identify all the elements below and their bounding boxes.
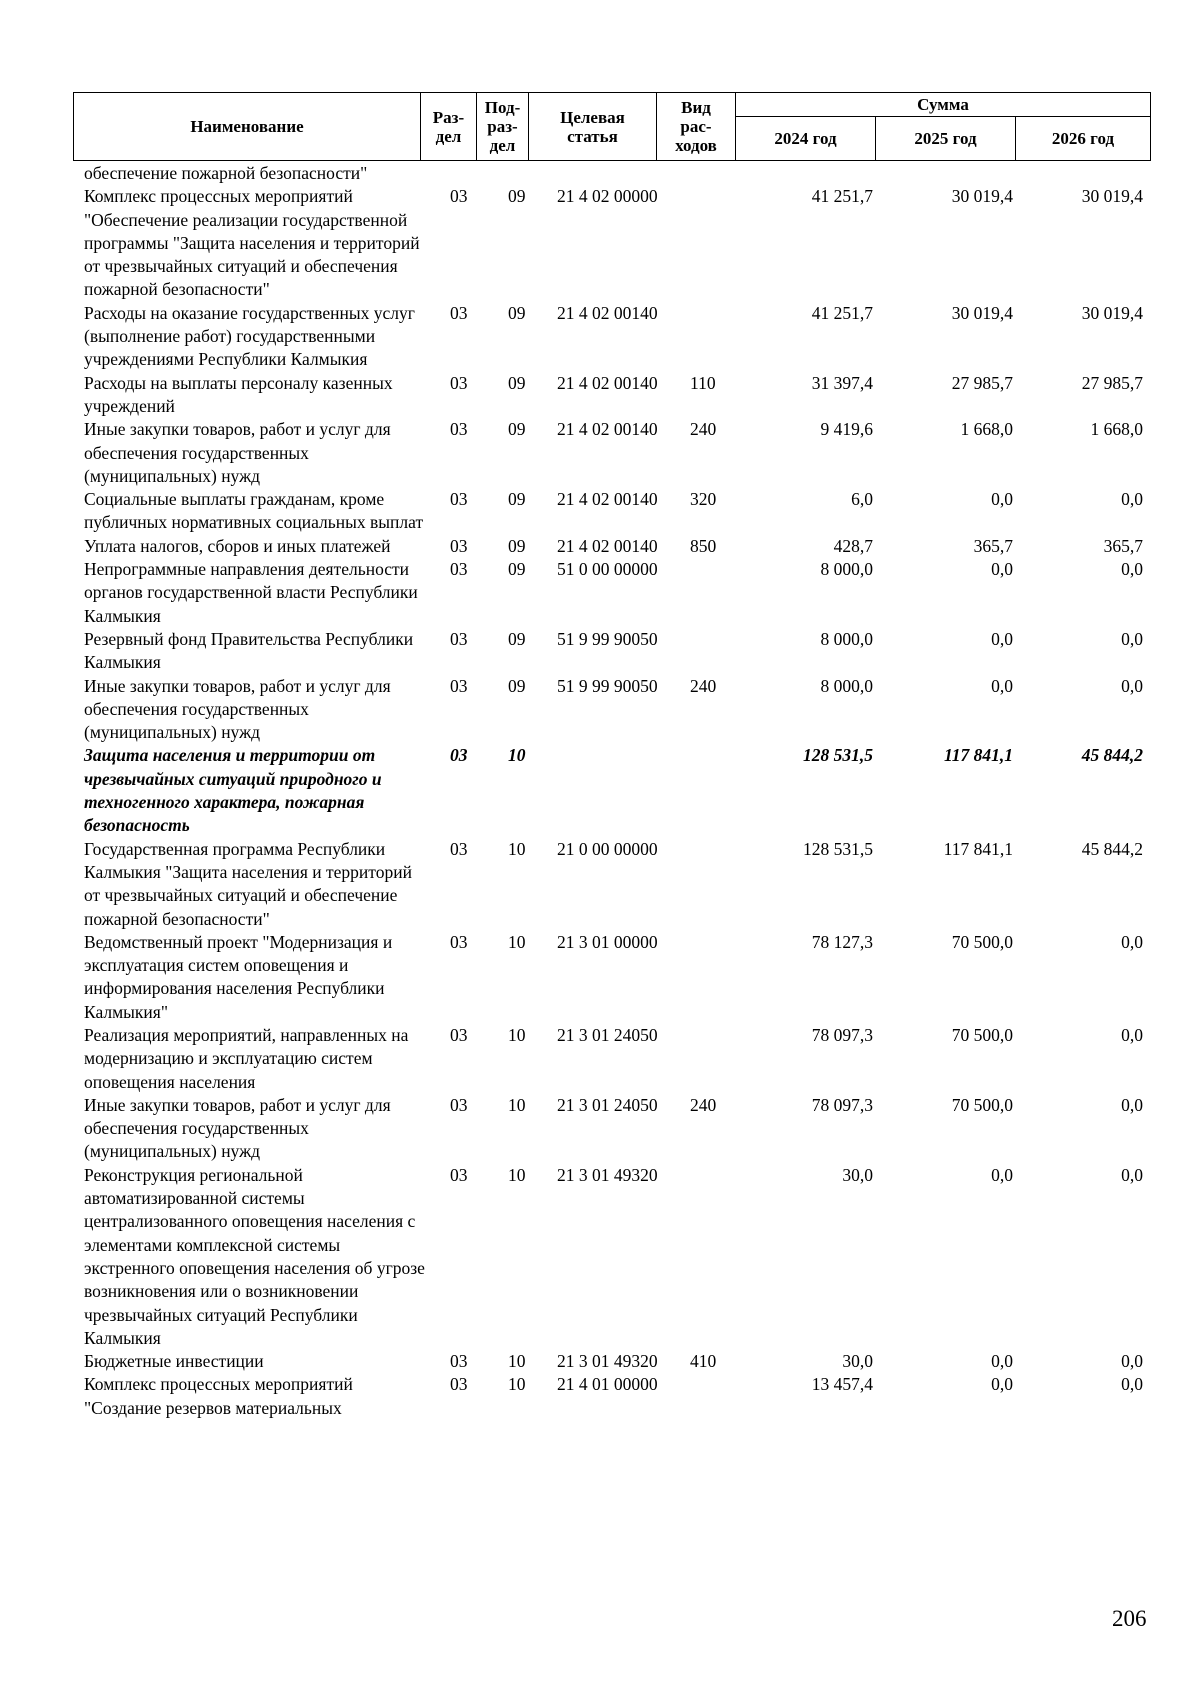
table-row xyxy=(84,1373,1148,1420)
cell-podrazdel: 10 xyxy=(508,745,526,766)
cell-razdel: 03 xyxy=(450,302,468,323)
cell-podrazdel: 09 xyxy=(508,186,526,207)
cell-name: Расходы на выплаты персоналу казенных учреждений xyxy=(84,372,393,416)
cell-y2025: 0,0 xyxy=(991,1164,1013,1185)
cell-name: обеспечение пожарной безопасности" xyxy=(84,163,368,183)
cell-y2024: 13 457,4 xyxy=(811,1374,873,1395)
table-row xyxy=(84,162,1148,185)
cell-podrazdel: 10 xyxy=(508,1351,526,1372)
cell-podrazdel: 10 xyxy=(508,838,526,859)
cell-vid: 240 xyxy=(690,675,717,696)
cell-y2025: 30 019,4 xyxy=(951,186,1013,207)
cell-celevaya: 21 4 02 00140 xyxy=(557,372,658,393)
table-body xyxy=(84,162,1148,1420)
cell-y2024: 78 127,3 xyxy=(811,931,873,952)
table-row xyxy=(84,744,1148,837)
cell-celevaya: 21 4 02 00140 xyxy=(557,535,658,556)
cell-y2026: 0,0 xyxy=(1121,1351,1143,1372)
cell-podrazdel: 09 xyxy=(508,489,526,510)
cell-celevaya: 21 4 02 00140 xyxy=(557,302,658,323)
cell-razdel: 03 xyxy=(450,745,468,766)
cell-y2026: 0,0 xyxy=(1121,1094,1143,1115)
cell-y2024: 6,0 xyxy=(851,489,873,510)
table-row xyxy=(84,1164,1148,1350)
cell-y2025: 30 019,4 xyxy=(951,302,1013,323)
cell-y2025: 0,0 xyxy=(991,1351,1013,1372)
cell-y2026: 0,0 xyxy=(1121,489,1143,510)
cell-razdel: 03 xyxy=(450,1351,468,1372)
cell-vid: 320 xyxy=(690,489,717,510)
page-number: 206 xyxy=(1112,1606,1147,1631)
cell-podrazdel: 09 xyxy=(508,419,526,440)
table-row xyxy=(84,488,1148,535)
cell-y2026: 30 019,4 xyxy=(1081,186,1143,207)
cell-y2026: 30 019,4 xyxy=(1081,302,1143,323)
cell-vid: 110 xyxy=(690,372,716,393)
cell-podrazdel: 09 xyxy=(508,559,526,580)
cell-razdel: 03 xyxy=(450,1024,468,1045)
cell-name: Защита населения и территории от чрезвычайных ситуаций природного и техногенного характера, пожарная безопасность xyxy=(84,745,382,836)
cell-y2025: 0,0 xyxy=(991,628,1013,649)
cell-podrazdel: 10 xyxy=(508,1164,526,1185)
cell-celevaya: 21 3 01 00000 xyxy=(557,931,658,952)
cell-y2025: 70 500,0 xyxy=(951,1094,1013,1115)
table-row xyxy=(84,372,1148,419)
table-header xyxy=(73,92,1151,161)
cell-y2025: 117 841,1 xyxy=(943,745,1013,766)
cell-name: Резервный фонд Правительства Республики Калмыкия xyxy=(84,628,414,673)
cell-celevaya: 51 9 99 90050 xyxy=(557,628,658,649)
cell-y2026: 45 844,2 xyxy=(1081,745,1143,766)
cell-podrazdel: 09 xyxy=(508,302,526,323)
cell-y2026: 0,0 xyxy=(1121,931,1143,952)
cell-y2026: 27 985,7 xyxy=(1081,372,1143,393)
cell-y2024: 8 000,0 xyxy=(820,628,873,649)
cell-vid: 240 xyxy=(690,419,717,440)
table-row xyxy=(84,302,1148,372)
table-row xyxy=(84,675,1148,745)
table-row xyxy=(84,1350,1148,1373)
cell-name: Реконструкция региональной автоматизированной системы централизованного оповещения населения с элементами комплексной системы экстренного оповещения населения об угрозе возникновения или о возникновении чрезвычайных ситуаций Республики Калмыкия xyxy=(84,1164,425,1348)
table-row xyxy=(84,185,1148,301)
cell-celevaya: 21 3 01 24050 xyxy=(557,1024,658,1045)
cell-name: Иные закупки товаров, работ и услуг для обеспечения государственных (муниципальных) нужд xyxy=(84,419,391,486)
cell-y2025: 365,7 xyxy=(973,535,1013,556)
cell-y2026: 0,0 xyxy=(1121,1024,1143,1045)
cell-y2024: 8 000,0 xyxy=(820,675,873,696)
cell-podrazdel: 10 xyxy=(508,931,526,952)
cell-y2024: 30,0 xyxy=(842,1164,873,1185)
cell-podrazdel: 09 xyxy=(508,675,526,696)
cell-razdel: 03 xyxy=(450,489,468,510)
cell-razdel: 03 xyxy=(450,675,468,696)
cell-name: Непрограммные направления деятельности органов государственной власти Республики Калмыкия xyxy=(84,559,418,626)
cell-razdel: 03 xyxy=(450,1094,468,1115)
cell-razdel: 03 xyxy=(450,419,468,440)
cell-celevaya: 21 4 02 00140 xyxy=(557,489,658,510)
cell-celevaya: 21 4 02 00140 xyxy=(557,419,658,440)
cell-name: Иные закупки товаров, работ и услуг для обеспечения государственных (муниципальных) нужд xyxy=(84,1094,391,1162)
cell-razdel: 03 xyxy=(450,186,468,207)
cell-y2026: 0,0 xyxy=(1121,628,1143,649)
cell-y2026: 365,7 xyxy=(1103,535,1143,556)
cell-celevaya: 21 0 00 00000 xyxy=(557,838,658,859)
table-row xyxy=(84,558,1148,628)
cell-name: Комплекс процессных мероприятий "Создание резервов материальных xyxy=(84,1374,353,1418)
cell-y2026: 0,0 xyxy=(1121,675,1143,696)
cell-y2024: 41 251,7 xyxy=(811,302,873,323)
cell-name: Социальные выплаты гражданам, кроме публичных нормативных социальных выплат xyxy=(84,489,424,533)
table-row xyxy=(84,838,1148,931)
cell-podrazdel: 10 xyxy=(508,1094,526,1115)
cell-y2024: 78 097,3 xyxy=(811,1094,873,1115)
cell-y2025: 0,0 xyxy=(991,1374,1013,1395)
cell-y2024: 8 000,0 xyxy=(820,559,873,580)
cell-y2025: 0,0 xyxy=(991,675,1013,696)
cell-y2024: 30,0 xyxy=(842,1351,873,1372)
cell-celevaya: 51 0 00 00000 xyxy=(557,559,658,580)
cell-y2024: 41 251,7 xyxy=(811,186,873,207)
cell-name: Бюджетные инвестиции xyxy=(84,1351,264,1372)
table-row xyxy=(84,628,1148,675)
cell-y2026: 45 844,2 xyxy=(1081,838,1143,859)
cell-y2025: 70 500,0 xyxy=(951,1024,1013,1045)
header-2025: 2025 год xyxy=(876,117,1016,161)
table-row xyxy=(84,535,1148,558)
cell-y2026: 0,0 xyxy=(1121,1374,1143,1395)
cell-celevaya: 51 9 99 90050 xyxy=(557,675,658,696)
cell-razdel: 03 xyxy=(450,535,468,556)
header-vid: Вид рас- ходов xyxy=(657,93,736,160)
cell-y2025: 117 841,1 xyxy=(943,838,1013,859)
cell-y2026: 0,0 xyxy=(1121,559,1143,580)
cell-razdel: 03 xyxy=(450,1374,468,1395)
cell-y2024: 128 531,5 xyxy=(803,745,873,766)
cell-name: Государственная программа Республики Калмыкия "Защита населения и территорий от чрезвычайных ситуаций и обеспечение пожарной безопасности" xyxy=(84,838,412,929)
cell-name: Уплата налогов, сборов и иных платежей xyxy=(84,535,391,556)
header-razdel: Раз- дел xyxy=(421,93,477,160)
cell-podrazdel: 10 xyxy=(508,1024,526,1045)
cell-y2024: 78 097,3 xyxy=(811,1024,873,1045)
header-2024: 2024 год xyxy=(736,117,876,161)
cell-razdel: 03 xyxy=(450,1164,468,1185)
cell-podrazdel: 09 xyxy=(508,628,526,649)
header-name: Наименование xyxy=(74,93,421,160)
cell-razdel: 03 xyxy=(450,372,468,393)
cell-razdel: 03 xyxy=(450,559,468,580)
cell-celevaya: 21 3 01 49320 xyxy=(557,1351,658,1372)
cell-y2024: 128 531,5 xyxy=(803,838,873,859)
cell-y2024: 9 419,6 xyxy=(820,419,873,440)
cell-y2026: 1 668,0 xyxy=(1090,419,1143,440)
cell-celevaya: 21 4 01 00000 xyxy=(557,1374,658,1395)
cell-y2025: 0,0 xyxy=(991,489,1013,510)
cell-name: Комплекс процессных мероприятий "Обеспечение реализации государственной программы "Защита населения и территорий от чрезвычайных ситуаций и обеспечения пожарной безопасности" xyxy=(84,186,420,300)
cell-razdel: 03 xyxy=(450,931,468,952)
cell-name: Расходы на оказание государственных услуг (выполнение работ) государственными учреждениями Республики Калмыкия xyxy=(84,302,415,370)
cell-podrazdel: 10 xyxy=(508,1374,526,1395)
cell-name: Иные закупки товаров, работ и услуг для обеспечения государственных (муниципальных) нужд xyxy=(84,675,391,743)
header-celevaya: Целевая статья xyxy=(529,93,657,160)
cell-podrazdel: 09 xyxy=(508,372,526,393)
cell-celevaya: 21 3 01 24050 xyxy=(557,1094,658,1115)
cell-y2025: 70 500,0 xyxy=(951,931,1013,952)
header-podrazdel: Под- раз- дел xyxy=(477,93,529,160)
cell-y2024: 31 397,4 xyxy=(811,372,873,393)
cell-y2024: 428,7 xyxy=(833,535,873,556)
cell-razdel: 03 xyxy=(450,628,468,649)
header-2026: 2026 год xyxy=(1051,129,1115,148)
table-row xyxy=(84,931,1148,1024)
table-row xyxy=(84,1094,1148,1164)
cell-y2025: 27 985,7 xyxy=(951,372,1013,393)
cell-vid: 410 xyxy=(690,1351,717,1372)
cell-y2025: 0,0 xyxy=(991,559,1013,580)
cell-vid: 850 xyxy=(690,535,717,556)
cell-celevaya: 21 4 02 00000 xyxy=(557,186,658,207)
cell-razdel: 03 xyxy=(450,838,468,859)
cell-name: Реализация мероприятий, направленных на модернизацию и эксплуатацию систем оповещения населения xyxy=(84,1024,409,1092)
cell-y2026: 0,0 xyxy=(1121,1164,1143,1185)
table-row xyxy=(84,418,1148,488)
cell-podrazdel: 09 xyxy=(508,535,526,556)
cell-vid: 240 xyxy=(690,1094,717,1115)
header-summa: Сумма xyxy=(736,93,1150,117)
cell-name: Ведомственный проект "Модернизация и эксплуатация систем оповещения и информирования населения Республики Калмыкия" xyxy=(84,931,393,1022)
cell-y2025: 1 668,0 xyxy=(960,419,1013,440)
cell-celevaya: 21 3 01 49320 xyxy=(557,1164,658,1185)
table-row xyxy=(84,1024,1148,1094)
